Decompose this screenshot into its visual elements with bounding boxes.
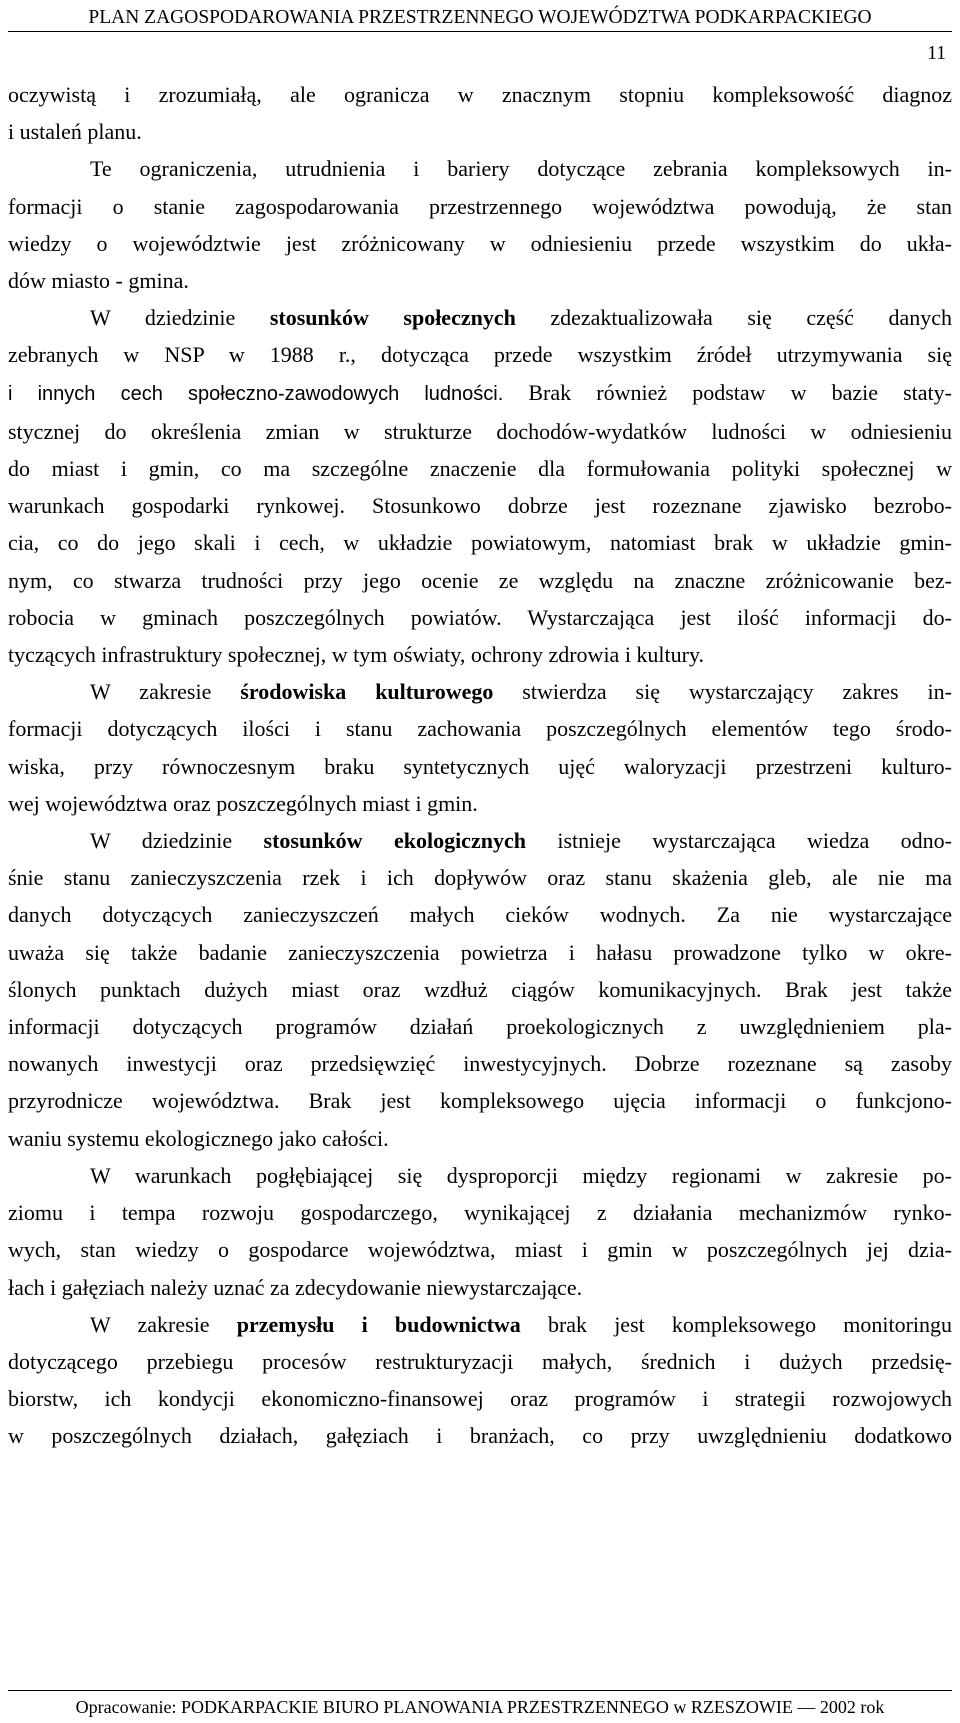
text-line: wiedzy o województwie jest zróżnicowany w odniesieniu przede wszystkim do ukła- — [8, 230, 952, 256]
running-header: PLAN ZAGOSPODAROWANIA PRZESTRZENNEGO WOJEWÓDZTWA PODKARPACKIEGO — [88, 7, 872, 28]
text-line: wej województwa oraz poszczególnych miast i gmin. — [8, 790, 478, 816]
text-line: nowanych inwestycji oraz przedsięwzięć inwestycyjnych. Dobrze rozeznane są zasoby — [8, 1051, 952, 1077]
paragraph-5 — [8, 822, 952, 1157]
text-line: formacji dotyczących ilości i stanu zachowania poszczególnych elementów tego środo- — [8, 716, 952, 742]
text-run: zdezaktualizowała się część danych — [515, 305, 953, 331]
paragraph-7 — [8, 1306, 952, 1455]
paragraph-2 — [8, 150, 952, 299]
text-line: wiska, przy równoczesnym braku syntetycznych ujęć waloryzacji przestrzeni kulturo- — [8, 753, 952, 779]
paragraph-1 — [8, 76, 952, 150]
text-line: formacji o stanie zagospodarowania przestrzennego województwa powodują, że stan — [8, 193, 952, 219]
text-line: robocia w gminach poszczególnych powiatów. Wystarczająca jest ilość informacji do- — [8, 604, 952, 630]
text-line: uważa się także badanie zanieczyszczenia powietrza i hałasu prowadzone tylko w okre- — [8, 939, 952, 965]
page-number: 11 — [927, 43, 946, 64]
text-line — [8, 299, 952, 336]
text-line: warunkach gospodarki rynkowej. Stosunkowo dobrze jest rozeznane zjawisko bezrobo- — [8, 493, 952, 519]
text-line: danych dotyczących zanieczyszczeń małych cieków wodnych. Za nie wystarczające — [8, 902, 952, 928]
text-line: Te ograniczenia, utrudnienia i bariery dotyczące zebrania kompleksowych in- — [90, 156, 952, 182]
text-line: zebranych w NSP w 1988 r., dotycząca przede wszystkim źródeł utrzymywania się — [8, 342, 952, 368]
emphasis-term: stosunków ekologicznych — [263, 828, 526, 854]
text-line: łach i gałęziach należy uznać za zdecydowanie niewystarczające. — [8, 1274, 583, 1300]
text-line: waniu systemu ekologicznego jako całości. — [8, 1125, 389, 1151]
text-line: dotyczącego przebiegu procesów restrukturyzacji małych, średnich i dużych przedsię- — [8, 1348, 952, 1374]
text-run: W zakresie — [90, 1311, 237, 1337]
text-run: W dziedzinie — [90, 305, 270, 331]
text-line: oczywistą i zrozumiałą, ale ogranicza w znacznym stopniu kompleksowość diagnoz — [8, 82, 952, 107]
text-line: ziomu i tempa rozwoju gospodarczego, wynikającej z działania mechanizmów rynko- — [8, 1200, 952, 1226]
running-footer: Opracowanie: PODKARPACKIE BIURO PLANOWANIA PRZESTRZENNEGO w RZESZOWIE — 2002 rok — [75, 1697, 885, 1717]
text-run: W dziedzinie — [90, 828, 264, 854]
text-line — [8, 822, 952, 859]
body-text — [8, 76, 952, 1455]
paragraph-4 — [8, 673, 952, 822]
paragraph-6 — [8, 1157, 952, 1306]
text-line: wych, stan wiedzy o gospodarce województwa, miast i gmin w poszczególnych jej dzia- — [8, 1237, 952, 1263]
text-line — [8, 673, 952, 710]
header-rule — [8, 31, 952, 32]
text-line — [8, 1306, 952, 1343]
text-line: informacji dotyczących programów działań proekologicznych z uwzględnieniem pla- — [8, 1014, 952, 1040]
emphasis-term: stosunków społecznych — [269, 305, 516, 331]
emphasis-term: przemysłu i budownictwa — [236, 1311, 521, 1337]
text-line: w poszczególnych działach, gałęziach i branżach, co przy uwzględnieniu dodatkowo — [8, 1423, 952, 1449]
footer-rule — [8, 1690, 952, 1691]
paragraph-3 — [8, 299, 952, 673]
text-line: do miast i gmin, co ma szczególne znaczenie dla formułowania polityki społecznej w — [8, 456, 952, 482]
text-run: stwierdza się wystarczający zakres in- — [493, 679, 952, 705]
text-line: stycznej do określenia zmian w strukturze dochodów-wydatków ludności w odniesieniu — [8, 418, 952, 444]
text-line: tyczących infrastruktury społecznej, w tym oświaty, ochrony zdrowia i kultury. — [8, 642, 705, 668]
text-line: cia, co do jego skali i cech, w układzie powiatowym, natomiast brak w układzie gmin- — [8, 530, 952, 556]
text-line: śnie stanu zanieczyszczenia rzek i ich dopływów oraz stanu skażenia gleb, ale nie ma — [8, 865, 952, 891]
text-line: dów miasto - gmina. — [8, 268, 189, 294]
text-line: W warunkach pogłębiającej się dysproporcji między regionami w zakresie po- — [90, 1162, 952, 1188]
text-run: W zakresie — [90, 679, 241, 705]
text-run: brak jest kompleksowego monitoringu — [520, 1311, 953, 1337]
text-line: i ustaleń planu. — [8, 119, 142, 145]
text-run: Brak również podstaw w bazie staty- — [503, 379, 952, 405]
text-line: nym, co stwarza trudności przy jego ocenie ze względu na znaczne zróżnicowanie bez- — [8, 567, 952, 593]
text-line — [8, 374, 952, 413]
text-line: ślonych punktach dużych miast oraz wzdłuż ciągów komunikacyjnych. Brak jest także — [8, 976, 952, 1002]
text-run: istnieje wystarczająca wiedza odno- — [525, 828, 952, 854]
text-run: i innych cech społeczno-zawodowych ludności. — [8, 382, 504, 405]
emphasis-term: środowiska kulturowego — [240, 679, 494, 705]
text-line: biorstw, ich kondycji ekonomiczno-finansowej oraz programów i strategii rozwojowych — [8, 1386, 952, 1412]
text-line: przyrodnicze województwa. Brak jest kompleksowego ujęcia informacji o funkcjono- — [8, 1088, 952, 1114]
